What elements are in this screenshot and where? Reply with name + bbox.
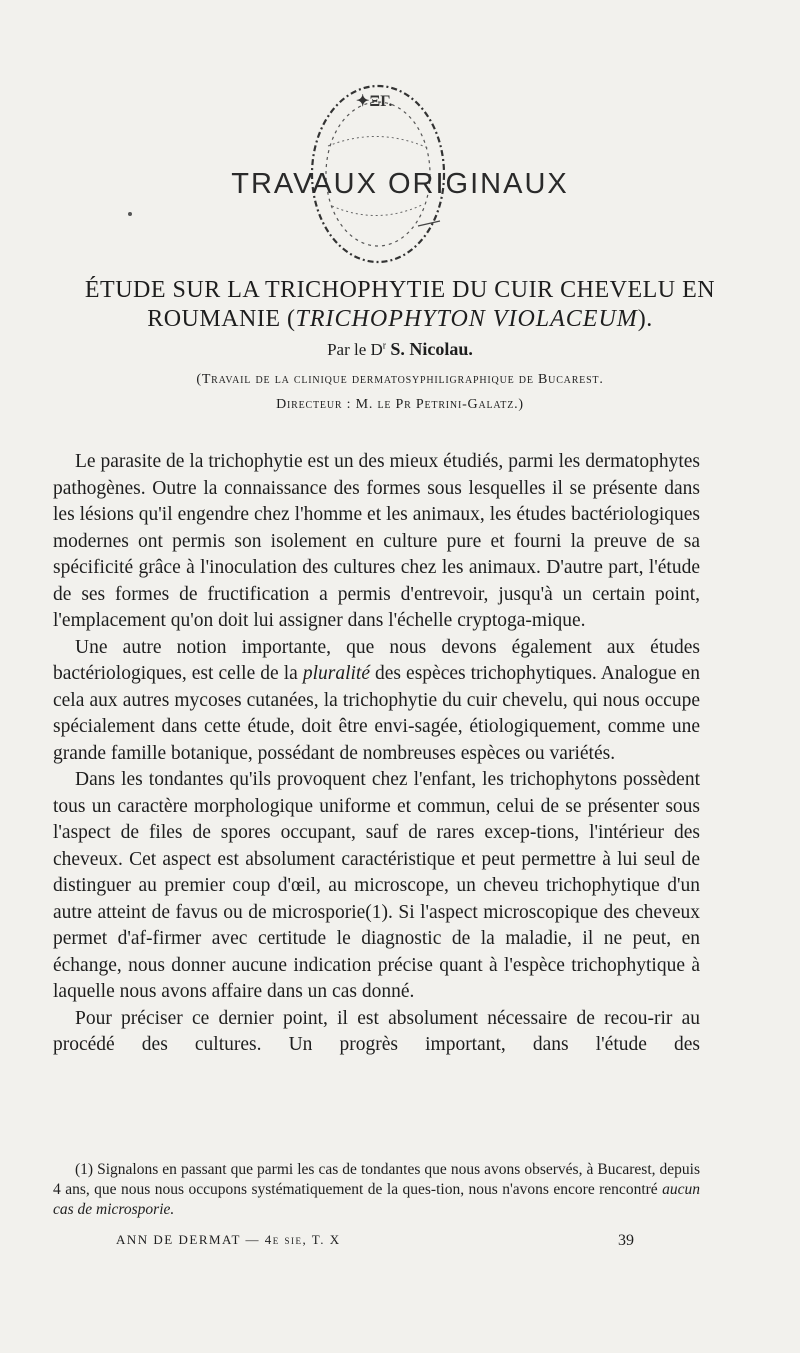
article-title-line2: ROUMANIE (TRICHOPHYTON VIOLACEUM).: [147, 306, 653, 332]
article-title: [60, 276, 740, 334]
author-name: S. Nicolau.: [390, 339, 473, 359]
page-number: 39: [618, 1232, 634, 1249]
printer-mark: [128, 212, 132, 216]
footnote: (1) Signalons en passant que parmi les cas de tondantes que nous avons observés, à Bucarest, depuis 4 ans, que nous nous occupons systématiquement de la ques-tion, nous n'avons encore rencontré aucun cas de microsporie.: [53, 1161, 700, 1218]
section-title: TRAVAUX ORIGINAUX: [231, 168, 569, 200]
affiliation-line1: (Travail de la clinique dermatosyphiligraphique de Bucarest.: [196, 372, 604, 387]
paragraph-2: Une autre notion importante, que nous devons également aux études bactériologiques, est celle de la pluralité des espèces trichophytiques. Analogue en cela aux autres mycoses cutanées, la trichophytie du cuir chevelu, qui nous occupe spécialement dans cette étude, doit être envi-sagée, étiologiquement, comme une grande famille botanique, possédant de nombreuses espèces ou variétés.: [53, 636, 700, 764]
affiliation-line2: Directeur : M. le Pr Petrini-Galatz.): [276, 397, 524, 412]
svg-text:✦ΞΓ.: ✦ΞΓ.: [356, 93, 393, 110]
article-body: [53, 449, 700, 1059]
paragraph-1: Le parasite de la trichophytie est un des mieux étudiés, parmi les dermatophytes pathogènes. Outre la connaissance des formes sous lesquelles il se présente dans les lésions qu'il engendre chez l'homme et les animaux, les études bactériologiques modernes ont permis son isolement en culture pure et fourni la preuve de sa spécificité grâce à l'inoculation des cultures chez les animaux. D'autre part, l'étude de ses formes de fructification a permis d'entrevoir, jusqu'à un certain point, l'emplacement qu'on doit lui assigner dans l'échelle cryptoga-mique.: [53, 451, 700, 631]
emphasis-pluralite: pluralité: [302, 663, 370, 684]
footnote-emphasis: aucun cas de microsporie.: [53, 1181, 700, 1218]
article-title-line1: ÉTUDE SUR LA TRICHOPHYTIE DU CUIR CHEVELU EN: [84, 277, 716, 303]
journal-reference: ANN DE DERMAT — 4e sie, T. X: [116, 1232, 341, 1247]
byline: Par le $D^r$ S. Nicolau.: [327, 339, 473, 359]
paragraph-4: Pour préciser ce dernier point, il est absolument nécessaire de recou-rir au procédé des cultures. Un progrès important, dans l'étude des: [53, 1007, 700, 1055]
paragraph-3: Dans les tondantes qu'ils provoquent chez l'enfant, les trichophytons possèdent tous un caractère morphologique uniforme et commun, celui de se présenter sous l'aspect de files de spores occupant, sauf de rares excep-tions, l'intérieur des cheveux. Cet aspect est absolument caractéristique et peut permettre à lui seul de distinguer au premier coup d'œil, au microscope, un cheveu trichophytique d'un autre atteint de favus ou de microsporie(1). Si l'aspect microscopique des cheveux permet d'af-firmer avec certitude le diagnostic de la maladie, il ne peut, en échange, nous donner aucune indication précise quant à l'espèce trichophytique à laquelle nous avons affaire dans un cas donné.: [53, 769, 700, 1002]
organism-name: TRICHOPHYTON VIOLACEUM: [295, 306, 638, 332]
affiliation: [0, 367, 800, 417]
